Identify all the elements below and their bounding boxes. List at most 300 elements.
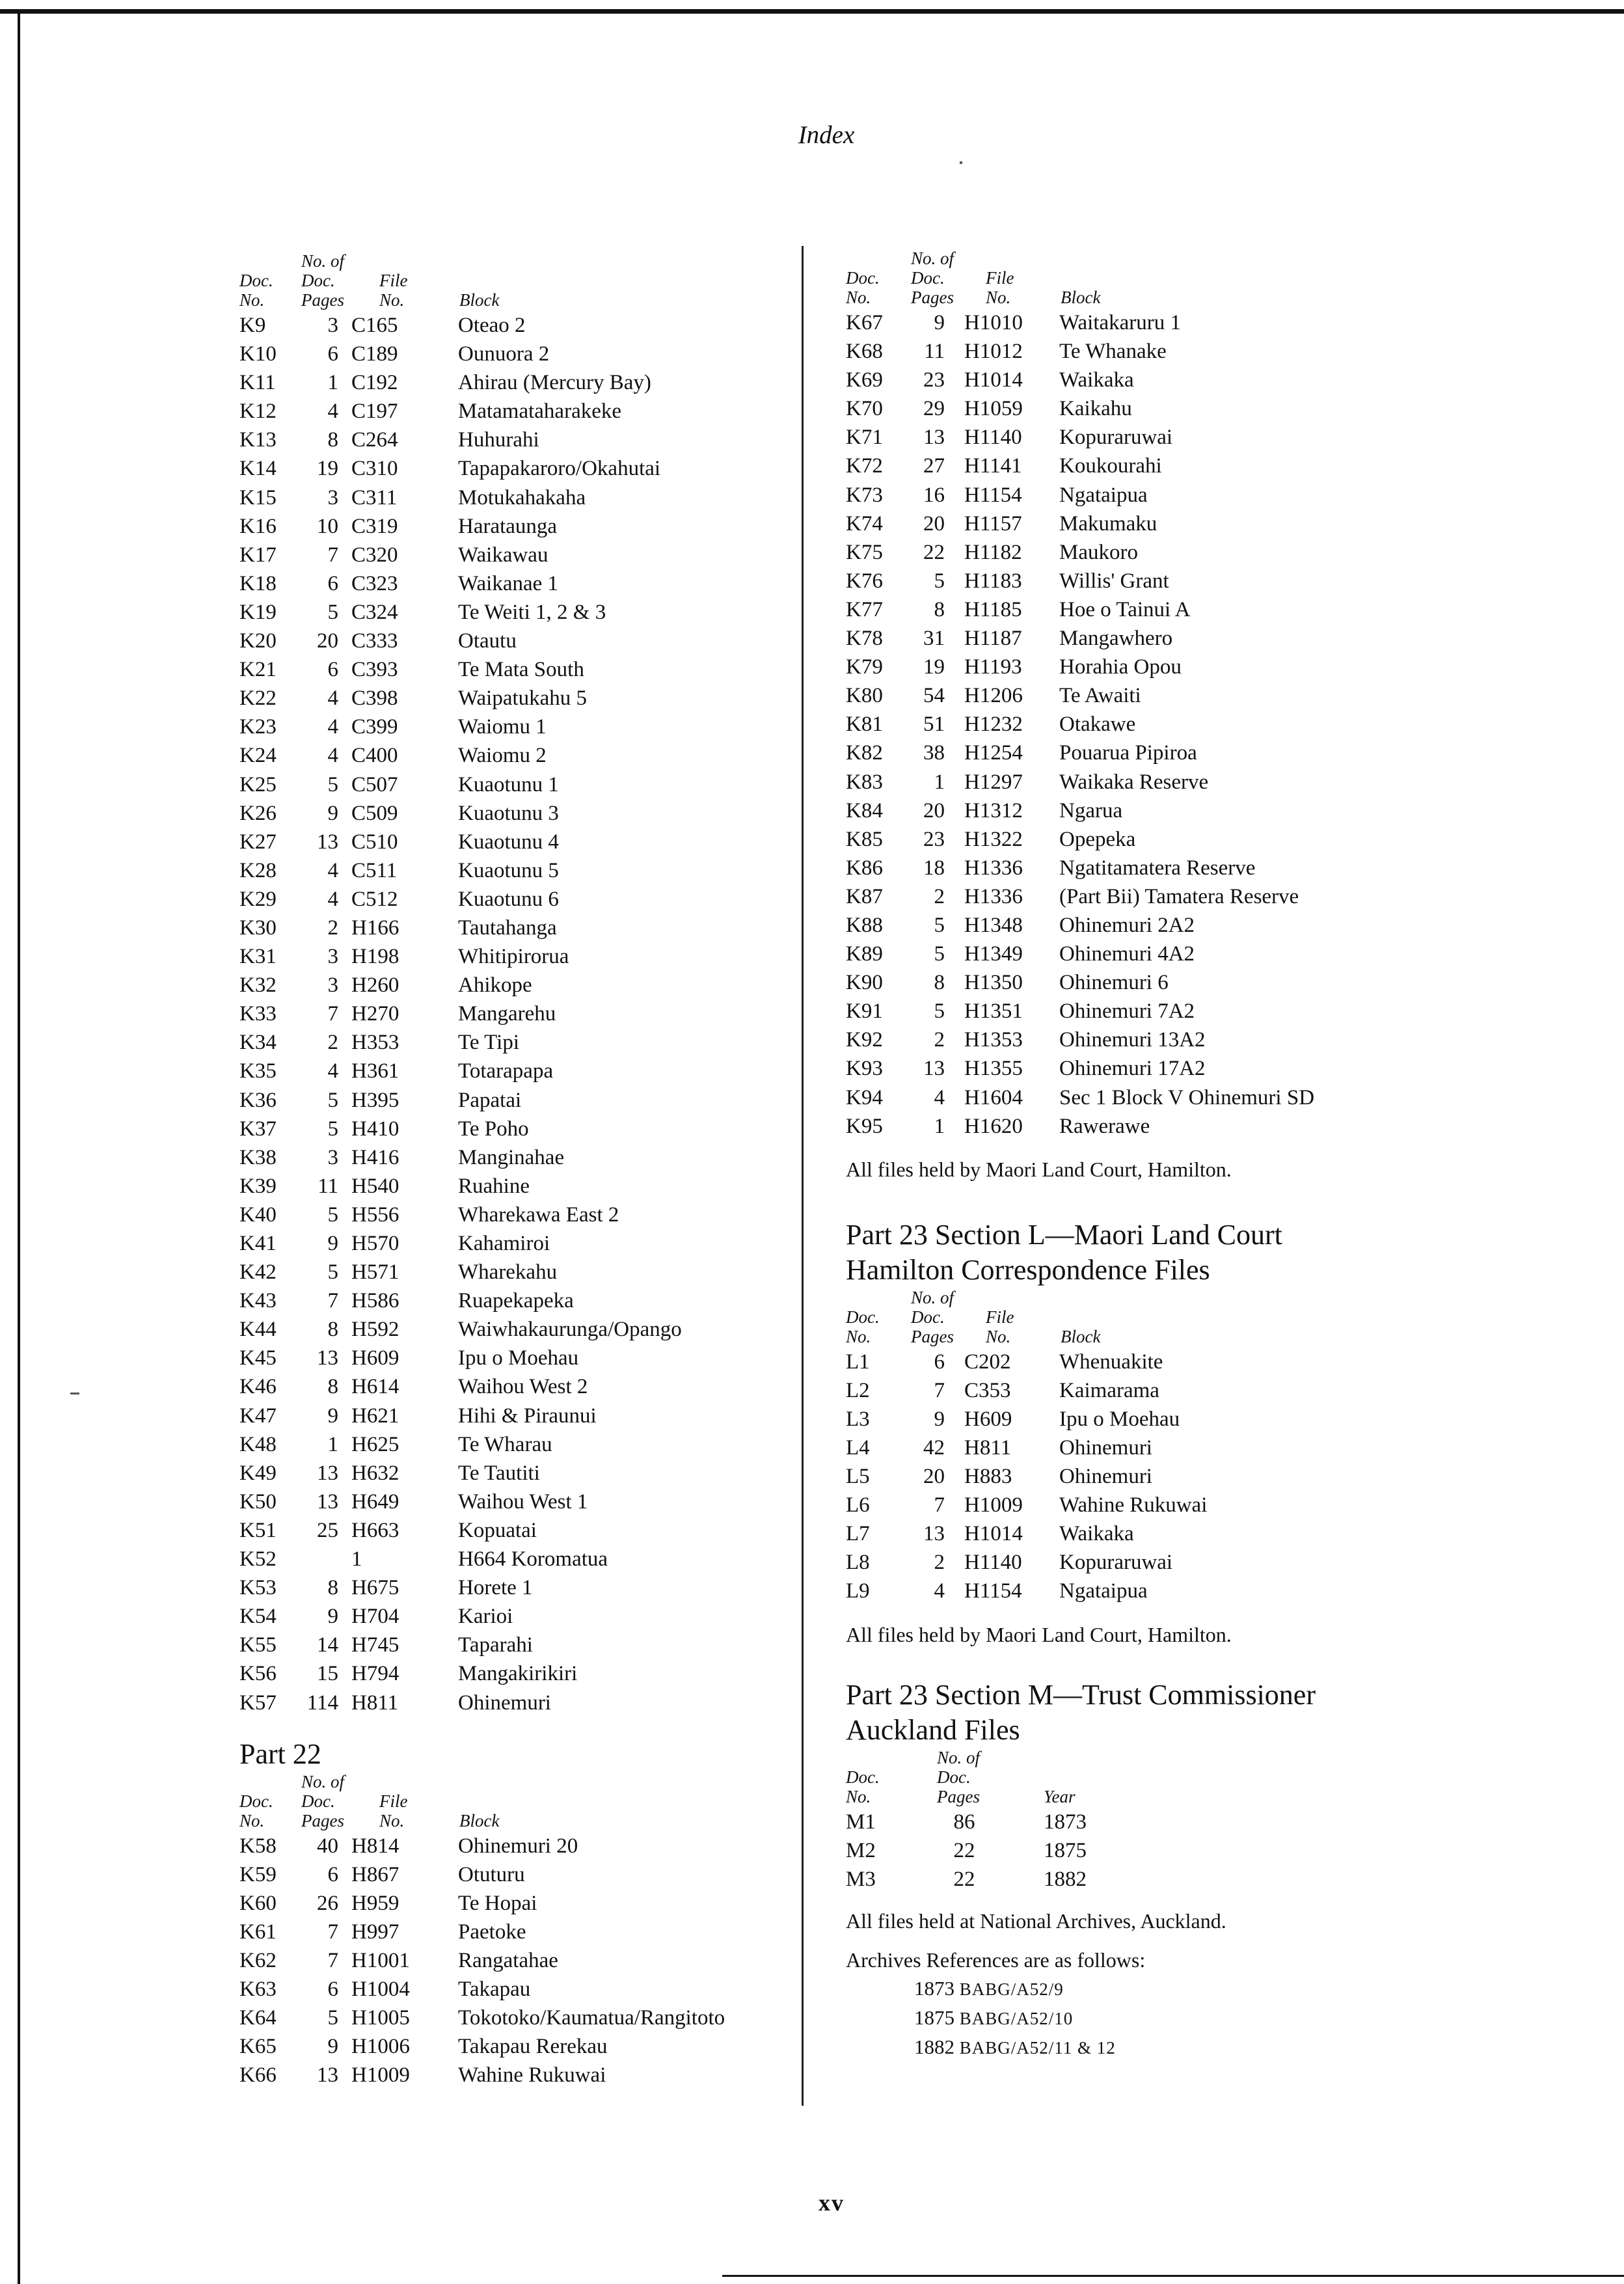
table-row bbox=[846, 741, 1405, 770]
table-row bbox=[239, 1978, 792, 2006]
table-row bbox=[846, 598, 1405, 627]
page-count: 2 bbox=[934, 884, 945, 908]
block-name: Ohinemuri 20 bbox=[458, 1834, 578, 1858]
doc-no: K90 bbox=[846, 971, 883, 995]
header-block: Block bbox=[1061, 288, 1101, 307]
file-no: C310 bbox=[351, 457, 398, 481]
block-name: Tokotoko/Kaumatua/Rangitoto bbox=[458, 2006, 725, 2030]
file-no: H1604 bbox=[964, 1085, 1023, 1109]
doc-no: K68 bbox=[846, 340, 883, 364]
page-count: 86 bbox=[953, 1810, 975, 1834]
doc-no: K35 bbox=[239, 1059, 277, 1083]
page-count: 13 bbox=[317, 2063, 338, 2087]
table-row bbox=[239, 715, 792, 744]
doc-no: K75 bbox=[846, 540, 883, 564]
page-count: 26 bbox=[317, 1891, 338, 1915]
archives-reference bbox=[846, 2004, 1405, 2033]
file-no: H586 bbox=[351, 1289, 399, 1313]
page-count: 8 bbox=[327, 1576, 338, 1600]
doc-no: K93 bbox=[846, 1057, 883, 1081]
doc-no: K17 bbox=[239, 543, 277, 567]
page-count: 3 bbox=[327, 945, 338, 969]
page-count: 22 bbox=[953, 1867, 975, 1891]
page-count: 18 bbox=[923, 856, 945, 880]
page-count: 3 bbox=[327, 973, 338, 998]
page-count: 7 bbox=[327, 543, 338, 567]
table-row bbox=[846, 483, 1405, 512]
block-name: Wahine Rukuwai bbox=[1059, 1493, 1208, 1517]
page-count: 5 bbox=[934, 999, 945, 1024]
file-no: C510 bbox=[351, 830, 398, 854]
block-name: Takapau Rerekau bbox=[458, 2035, 608, 2059]
page-count: 8 bbox=[934, 597, 945, 621]
part22-continued-table bbox=[846, 311, 1405, 1143]
holding-note: All files held by Maori Land Court, Hamilton. bbox=[846, 1157, 1232, 1181]
file-no: H1312 bbox=[964, 798, 1023, 823]
file-no: H556 bbox=[351, 1203, 399, 1227]
doc-no: K80 bbox=[846, 684, 883, 708]
file-no: C264 bbox=[351, 428, 398, 452]
file-no: H1012 bbox=[964, 340, 1023, 364]
doc-no: K33 bbox=[239, 1002, 277, 1026]
block-name: Mangarehu bbox=[458, 1002, 556, 1026]
block-name: Kuaotunu 6 bbox=[458, 887, 559, 911]
file-no: H997 bbox=[351, 1920, 399, 1944]
page-count: 7 bbox=[327, 1289, 338, 1313]
doc-no: K43 bbox=[239, 1289, 277, 1313]
doc-no: K76 bbox=[846, 569, 883, 593]
file-no: H1353 bbox=[964, 1028, 1023, 1052]
header-doc-no: Doc. No. bbox=[846, 1767, 880, 1806]
table-row bbox=[846, 655, 1405, 684]
page-count: 19 bbox=[923, 655, 945, 679]
file-no: H1001 bbox=[351, 1948, 410, 1972]
doc-no: K48 bbox=[239, 1432, 277, 1456]
doc-no: K18 bbox=[239, 571, 277, 595]
file-no: H1014 bbox=[964, 1522, 1023, 1546]
file-no: H1154 bbox=[964, 1579, 1022, 1603]
doc-no: K34 bbox=[239, 1031, 277, 1055]
table-row bbox=[239, 1662, 792, 1691]
block-name: Waikaka Reserve bbox=[1059, 770, 1209, 794]
doc-no: K10 bbox=[239, 342, 277, 366]
page-count: 1 bbox=[327, 1432, 338, 1456]
file-no: H1193 bbox=[964, 655, 1022, 679]
column-divider bbox=[802, 246, 804, 2106]
file-no: H1185 bbox=[964, 597, 1022, 621]
page-count: 4 bbox=[327, 400, 338, 424]
holding-note: All files held at National Archives, Auckland. bbox=[846, 1909, 1226, 1933]
section-m-title: Part 23 Section M—Trust Commissioner Auckland Files bbox=[846, 1678, 1316, 1746]
doc-no: K89 bbox=[846, 942, 883, 966]
table-row bbox=[846, 713, 1405, 741]
doc-no: K42 bbox=[239, 1260, 277, 1285]
file-no: C400 bbox=[351, 744, 398, 768]
file-no: H1336 bbox=[964, 884, 1023, 908]
doc-no: K45 bbox=[239, 1346, 277, 1370]
doc-no: K65 bbox=[239, 2035, 277, 2059]
page-count: 3 bbox=[327, 314, 338, 337]
block-name: Ngataipua bbox=[1059, 1579, 1148, 1603]
page-count: 7 bbox=[934, 1493, 945, 1517]
page-count: 20 bbox=[923, 1465, 945, 1489]
doc-no: K13 bbox=[239, 428, 277, 452]
page-count: 6 bbox=[327, 1978, 338, 2002]
table-row bbox=[239, 888, 792, 916]
block-name: Otakawe bbox=[1059, 713, 1136, 737]
page-count: 2 bbox=[934, 1551, 945, 1575]
table-row bbox=[239, 428, 792, 457]
page-count: 114 bbox=[306, 1691, 338, 1715]
block-name: Ipu o Moehau bbox=[458, 1346, 579, 1370]
block-name: Tapapakaroro/Okahutai bbox=[458, 457, 661, 481]
file-no: H592 bbox=[351, 1318, 399, 1342]
running-head: Index bbox=[798, 121, 855, 149]
doc-no: K84 bbox=[846, 798, 883, 823]
file-no: C393 bbox=[351, 658, 398, 682]
file-no: H1206 bbox=[964, 684, 1023, 708]
block-name: Kopuraruwai bbox=[1059, 426, 1173, 450]
doc-no: K71 bbox=[846, 426, 883, 450]
file-no: C512 bbox=[351, 887, 398, 911]
table-row bbox=[239, 773, 792, 802]
page-count: 51 bbox=[923, 713, 945, 737]
doc-no: K23 bbox=[239, 715, 277, 739]
header-file-no: File No. bbox=[379, 271, 408, 310]
header-pages: No. of Doc. Pages bbox=[937, 1747, 981, 1806]
block-name: Matamataharakeke bbox=[458, 400, 622, 424]
page-count: 9 bbox=[327, 801, 338, 825]
block-name: Te Awaiti bbox=[1059, 684, 1141, 708]
block-name: Waiomu 2 bbox=[458, 744, 547, 768]
table-row bbox=[239, 371, 792, 400]
file-no: H814 bbox=[351, 1834, 399, 1858]
table-row bbox=[239, 515, 792, 543]
doc-no: K52 bbox=[239, 1547, 277, 1571]
block-name: Te Wharau bbox=[458, 1432, 552, 1456]
doc-no: K54 bbox=[239, 1605, 277, 1629]
year: 1882 bbox=[1044, 1867, 1087, 1891]
doc-no: L7 bbox=[846, 1522, 870, 1546]
doc-no: K74 bbox=[846, 511, 883, 536]
block-name: Kuaotunu 1 bbox=[458, 772, 559, 796]
right-column bbox=[846, 239, 1405, 2062]
file-no: H811 bbox=[351, 1691, 399, 1715]
block-name: Manginahae bbox=[458, 1145, 565, 1169]
file-no: H1004 bbox=[351, 1978, 410, 2002]
block-name: Te Weiti 1, 2 & 3 bbox=[458, 600, 606, 624]
block-name: Takapau bbox=[458, 1978, 531, 2002]
table-row bbox=[846, 999, 1405, 1028]
block-name: Te Poho bbox=[458, 1117, 529, 1141]
page-count: 8 bbox=[327, 1375, 338, 1399]
year: 1875 bbox=[1044, 1838, 1087, 1862]
reference-year: 1875 bbox=[914, 2005, 954, 2029]
table-row bbox=[846, 828, 1405, 856]
file-no: C324 bbox=[351, 600, 398, 624]
file-no: C202 bbox=[964, 1350, 1011, 1374]
table-row bbox=[239, 629, 792, 658]
doc-no: K25 bbox=[239, 772, 277, 796]
doc-no: K66 bbox=[239, 2063, 277, 2087]
table-row bbox=[239, 1089, 792, 1117]
block-name: Ruahine bbox=[458, 1174, 530, 1198]
file-no: H1157 bbox=[964, 511, 1022, 536]
file-no: C192 bbox=[351, 371, 398, 395]
block-name: Kaimarama bbox=[1059, 1378, 1159, 1402]
doc-no: K37 bbox=[239, 1117, 277, 1141]
block-name: Te Whanake bbox=[1059, 340, 1167, 364]
reference-code: BABG/A52/9 bbox=[959, 1979, 1064, 1999]
table-row bbox=[846, 1436, 1405, 1465]
page-count: 8 bbox=[934, 971, 945, 995]
file-no: C189 bbox=[351, 342, 398, 366]
file-no: H1336 bbox=[964, 856, 1023, 880]
doc-no: K55 bbox=[239, 1633, 277, 1657]
header-pages: No. of Doc. Pages bbox=[911, 249, 954, 307]
file-no: H1183 bbox=[964, 569, 1022, 593]
doc-no: K39 bbox=[239, 1174, 277, 1198]
archives-intro: Archives References are as follows: bbox=[846, 1948, 1146, 1972]
file-no: H1140 bbox=[964, 426, 1022, 450]
table-header bbox=[846, 239, 1405, 311]
block-name: Hihi & Piraunui bbox=[458, 1404, 597, 1428]
block-name: Ohinemuri 6 bbox=[1059, 971, 1169, 995]
file-no: H166 bbox=[351, 916, 399, 940]
block-name: Makumaku bbox=[1059, 511, 1157, 536]
table-header bbox=[846, 1748, 1405, 1810]
block-name: Maukoro bbox=[1059, 540, 1138, 564]
doc-no: K94 bbox=[846, 1085, 883, 1109]
block-name: Ahirau (Mercury Bay) bbox=[458, 371, 651, 395]
page-count: 9 bbox=[327, 1605, 338, 1629]
table-row bbox=[846, 1551, 1405, 1579]
table-row bbox=[239, 1576, 792, 1605]
page-count: 2 bbox=[327, 1031, 338, 1055]
doc-no: K67 bbox=[846, 311, 883, 334]
page-count: 5 bbox=[934, 569, 945, 593]
header-block: Block bbox=[459, 1810, 500, 1830]
table-row bbox=[239, 1834, 792, 1863]
file-no: H625 bbox=[351, 1432, 399, 1456]
table-row bbox=[846, 885, 1405, 914]
page-count: 4 bbox=[327, 887, 338, 911]
block-name: Papatai bbox=[458, 1088, 522, 1112]
block-name: Kuaotunu 3 bbox=[458, 801, 559, 825]
block-name: Te Tipi bbox=[458, 1031, 519, 1055]
table-row bbox=[239, 1461, 792, 1490]
doc-no: K11 bbox=[239, 371, 276, 395]
block-name: Tautahanga bbox=[458, 916, 557, 940]
file-no: H198 bbox=[351, 945, 399, 969]
page-count: 9 bbox=[327, 1404, 338, 1428]
page-count: 13 bbox=[923, 426, 945, 450]
table-row bbox=[239, 1863, 792, 1892]
page-count: 1 bbox=[934, 1114, 945, 1138]
block-name: Kuaotunu 5 bbox=[458, 858, 559, 882]
doc-no: K83 bbox=[846, 770, 883, 794]
table-row bbox=[846, 770, 1405, 799]
file-no: H621 bbox=[351, 1404, 399, 1428]
table-row bbox=[239, 457, 792, 485]
block-name: Otautu bbox=[458, 629, 517, 653]
block-name: Paetoke bbox=[458, 1920, 526, 1944]
page-count: 11 bbox=[318, 1174, 338, 1198]
header-file-no: File No. bbox=[986, 1307, 1014, 1346]
doc-no: K82 bbox=[846, 741, 883, 765]
table-row bbox=[239, 2035, 792, 2063]
block-name: Waikanae 1 bbox=[458, 571, 559, 595]
block-name: Rangatahae bbox=[458, 1948, 558, 1972]
file-no: H570 bbox=[351, 1232, 399, 1255]
file-no: C165 bbox=[351, 314, 398, 337]
table-row bbox=[239, 1519, 792, 1547]
table-row bbox=[239, 1920, 792, 1949]
page-count: 16 bbox=[923, 483, 945, 507]
part22-title: Part 22 bbox=[239, 1737, 321, 1770]
page-count: 1 bbox=[934, 770, 945, 794]
doc-no: K70 bbox=[846, 397, 883, 421]
doc-no: K29 bbox=[239, 887, 277, 911]
page-count: 5 bbox=[327, 1088, 338, 1112]
page-count: 22 bbox=[923, 540, 945, 564]
reference-year: 1882 bbox=[914, 2035, 954, 2058]
table-row bbox=[846, 512, 1405, 541]
page-count: 31 bbox=[923, 627, 945, 651]
file-no: H1154 bbox=[964, 483, 1022, 507]
block-name: Hoe o Tainui A bbox=[1059, 597, 1191, 621]
header-year: Year bbox=[1044, 1786, 1076, 1806]
doc-no: K19 bbox=[239, 600, 277, 624]
doc-no: L1 bbox=[846, 1350, 870, 1374]
block-name: Kaikahu bbox=[1059, 397, 1132, 421]
table-row bbox=[239, 1117, 792, 1146]
file-no: H1355 bbox=[964, 1057, 1023, 1081]
page-count: 4 bbox=[327, 687, 338, 711]
file-no: H270 bbox=[351, 1002, 399, 1026]
doc-no: K87 bbox=[846, 884, 883, 908]
file-no: H1014 bbox=[964, 368, 1023, 392]
page-count: 2 bbox=[934, 1028, 945, 1052]
file-no: H540 bbox=[351, 1174, 399, 1198]
page-count: 8 bbox=[327, 1318, 338, 1342]
page-count: 9 bbox=[934, 311, 945, 334]
header-block: Block bbox=[1061, 1326, 1101, 1346]
table-row bbox=[846, 856, 1405, 885]
page-count: 14 bbox=[317, 1633, 338, 1657]
header-pages: No. of Doc. Pages bbox=[301, 1771, 345, 1830]
page-count: 4 bbox=[934, 1579, 945, 1603]
doc-no: K12 bbox=[239, 400, 277, 424]
doc-no: L2 bbox=[846, 1378, 870, 1402]
table-row bbox=[846, 454, 1405, 483]
page-count: 6 bbox=[327, 571, 338, 595]
file-no: H1009 bbox=[964, 1493, 1023, 1517]
block-name: Kuaotunu 4 bbox=[458, 830, 559, 854]
section-l-title: Part 23 Section L—Maori Land Court Hamilton Correspondence Files bbox=[846, 1218, 1282, 1286]
scan-speck bbox=[960, 161, 962, 164]
page-bottom-edge bbox=[722, 2275, 1624, 2277]
doc-no: K46 bbox=[239, 1375, 277, 1399]
table-row bbox=[239, 314, 792, 342]
block-name: Mangawhero bbox=[1059, 627, 1173, 651]
doc-no: K78 bbox=[846, 627, 883, 651]
file-no: H1141 bbox=[964, 454, 1022, 478]
page-count: 7 bbox=[934, 1378, 945, 1402]
table-row bbox=[846, 1028, 1405, 1057]
doc-no: K63 bbox=[239, 1978, 277, 2002]
block-name: Whenuakite bbox=[1059, 1350, 1163, 1374]
file-no: C507 bbox=[351, 772, 398, 796]
table-row bbox=[239, 400, 792, 428]
block-name: Ohinemuri 7A2 bbox=[1059, 999, 1195, 1024]
file-no: H794 bbox=[351, 1662, 399, 1686]
table-row bbox=[239, 1289, 792, 1318]
table-row bbox=[846, 1522, 1405, 1551]
table-row bbox=[846, 426, 1405, 454]
table-row bbox=[239, 916, 792, 945]
file-no: C319 bbox=[351, 514, 398, 538]
doc-no: L8 bbox=[846, 1551, 870, 1575]
page-count: 4 bbox=[934, 1085, 945, 1109]
block-name: Te Mata South bbox=[458, 658, 584, 682]
block-name: Karioi bbox=[458, 1605, 513, 1629]
block-name: Taparahi bbox=[458, 1633, 533, 1657]
table-row bbox=[239, 342, 792, 371]
table-row bbox=[239, 1059, 792, 1088]
doc-no: K31 bbox=[239, 945, 277, 969]
table-row bbox=[239, 973, 792, 1002]
table-row bbox=[239, 486, 792, 515]
table-row bbox=[239, 1404, 792, 1433]
page-count: 7 bbox=[327, 1002, 338, 1026]
table-row bbox=[239, 1146, 792, 1175]
page-count: 6 bbox=[327, 658, 338, 682]
table-row bbox=[239, 1892, 792, 1920]
page-count: 4 bbox=[327, 744, 338, 768]
table-row bbox=[239, 658, 792, 687]
block-name: Huhurahi bbox=[458, 428, 539, 452]
doc-no: K21 bbox=[239, 658, 277, 682]
table-row bbox=[239, 601, 792, 629]
file-no: H361 bbox=[351, 1059, 399, 1083]
doc-no: K53 bbox=[239, 1576, 277, 1600]
page-count: 5 bbox=[934, 913, 945, 937]
page-count: 20 bbox=[923, 798, 945, 823]
file-no: H1006 bbox=[351, 2035, 410, 2059]
doc-no: K50 bbox=[239, 1489, 277, 1514]
doc-no: K32 bbox=[239, 973, 277, 998]
file-no: H416 bbox=[351, 1145, 399, 1169]
file-no: C323 bbox=[351, 571, 398, 595]
doc-no: K16 bbox=[239, 514, 277, 538]
table-row bbox=[239, 1433, 792, 1461]
table-row bbox=[239, 859, 792, 888]
doc-no: K79 bbox=[846, 655, 883, 679]
holding-note: All files held by Maori Land Court, Hamilton. bbox=[846, 1622, 1232, 1646]
file-no: H675 bbox=[351, 1576, 399, 1600]
table-row bbox=[239, 830, 792, 859]
file-no: C333 bbox=[351, 629, 398, 653]
page-number: xv bbox=[819, 2190, 845, 2216]
page-count: 20 bbox=[317, 629, 338, 653]
doc-no: K47 bbox=[239, 1404, 277, 1428]
file-no: H1005 bbox=[351, 2006, 410, 2030]
page-count: 29 bbox=[923, 397, 945, 421]
doc-no: K30 bbox=[239, 916, 277, 940]
block-name: Ahikope bbox=[458, 973, 532, 998]
doc-no: K9 bbox=[239, 314, 266, 337]
